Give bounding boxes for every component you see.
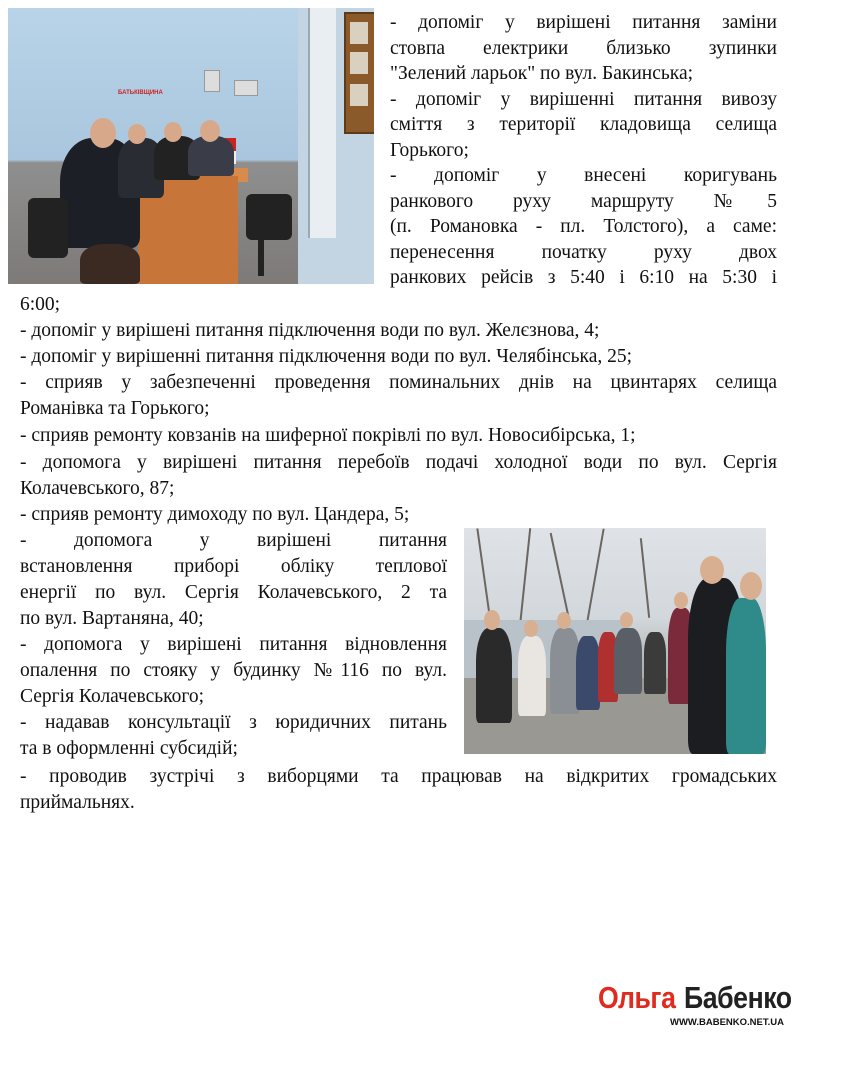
text-line: - надавав консультації з юридичних питань [20, 712, 447, 733]
text-line: встановлення приборі обліку теплової [20, 556, 447, 577]
text-line: перенесення початку руху двох [390, 241, 777, 263]
text-line: - допомога у вирішені питання [20, 530, 447, 551]
item-route-correction [390, 163, 777, 189]
text-line: (п. Романовка - пл. Толстого), а саме: [390, 216, 777, 237]
text-line-row [20, 658, 447, 684]
item-heat-meter [20, 528, 447, 554]
text-line-row [390, 112, 777, 138]
text-line-row [390, 61, 777, 87]
signature-logo [598, 980, 798, 1036]
street-meeting-photo [464, 528, 766, 754]
text-line: "Зелений ларьок" по вул. Бакинська; [390, 63, 694, 84]
item-water-zheleznova [20, 318, 777, 344]
text-line: - допоміг у внесені коригувань [390, 165, 777, 186]
item-voter-meetings [20, 764, 777, 790]
photo1-sign: БАТЬКІВЩИНА [118, 90, 163, 96]
text-line: Колачевського, 87; [20, 478, 175, 499]
item-water-chelyabinska [20, 344, 777, 370]
text-line-row [390, 138, 777, 164]
item-waste-removal [390, 87, 777, 113]
text-line-row [20, 790, 777, 816]
text-line: по вул. Вартаняна, 40; [20, 608, 204, 629]
text-line-row [20, 606, 447, 632]
text-line-row [20, 736, 447, 762]
item-roof-repair [20, 423, 777, 449]
office-meeting-photo [8, 8, 374, 284]
text-line: Сергія Колачевського; [20, 686, 205, 707]
text-line-row [20, 580, 447, 606]
text-line: приймальнях. [20, 792, 135, 813]
text-line-row [390, 240, 777, 266]
text-line: ранкового руху маршруту №5 [390, 190, 777, 212]
text-line: - допомога у вирішені питання перебоїв подачі холодної води по вул. Сергія [20, 452, 777, 473]
text-line: - сприяв у забезпеченні проведення поминальних днів на цвинтарях селища [20, 372, 777, 393]
text-line-row [20, 292, 777, 318]
text-line: - допоміг у вирішенні питання підключення води по вул. Челябінська, 25; [20, 346, 633, 367]
text-line: ранкових рейсів з 5:40 і 6:10 на 5:30 і [390, 267, 777, 288]
text-line: - допоміг у вирішені питання підключення води по вул. Желєзнова, 4; [20, 320, 600, 341]
text-line: енергії по вул. Сергія Колачевського, 2 та [20, 582, 447, 603]
text-line: опалення по стояку у будинку №116 по вул. [20, 660, 447, 681]
text-line: Романівка та Горького; [20, 398, 210, 419]
text-line: 6:00; [20, 294, 61, 315]
text-line-row [20, 396, 777, 422]
signature-first-name: Ольга [598, 980, 676, 1015]
text-line-row [390, 265, 777, 291]
signature-last-name: Бабенко [684, 980, 792, 1015]
text-line: - допоміг у вирішенні питання вивозу [390, 88, 777, 110]
text-line: - сприяв ремонту димоходу по вул. Цандера, 5; [20, 504, 410, 525]
item-cold-water [20, 450, 777, 476]
text-line: та в оформленні субсидій; [20, 738, 238, 759]
item-memorial-days [20, 370, 777, 396]
item-chimney-repair [20, 502, 777, 528]
item-legal-consult [20, 710, 447, 736]
item-pole-replacement [390, 10, 777, 36]
item-heating-restore [20, 632, 447, 658]
text-line: - допомога у вирішені питання відновлення [20, 634, 447, 655]
text-line-row [20, 476, 777, 502]
text-line-row [20, 554, 447, 580]
text-line: - допоміг у вирішені питання заміни [390, 12, 777, 33]
text-line: - проводив зустрічі з виборцями та працював на відкритих громадських [20, 766, 777, 787]
text-line-row [390, 214, 777, 240]
text-line-row [390, 189, 777, 215]
text-line: - сприяв ремонту ковзанів на шиферної покрівлі по вул. Новосибірська, 1; [20, 425, 636, 446]
text-line-row [20, 684, 447, 710]
text-line: сміття з території кладовища селища [390, 114, 777, 135]
text-line: стовпа електрики близько зупинки [390, 37, 777, 59]
text-line-row [390, 36, 777, 62]
signature-url: WWW.BABENKO.NET.UA [670, 1017, 784, 1028]
text-line: Горького; [390, 139, 469, 161]
